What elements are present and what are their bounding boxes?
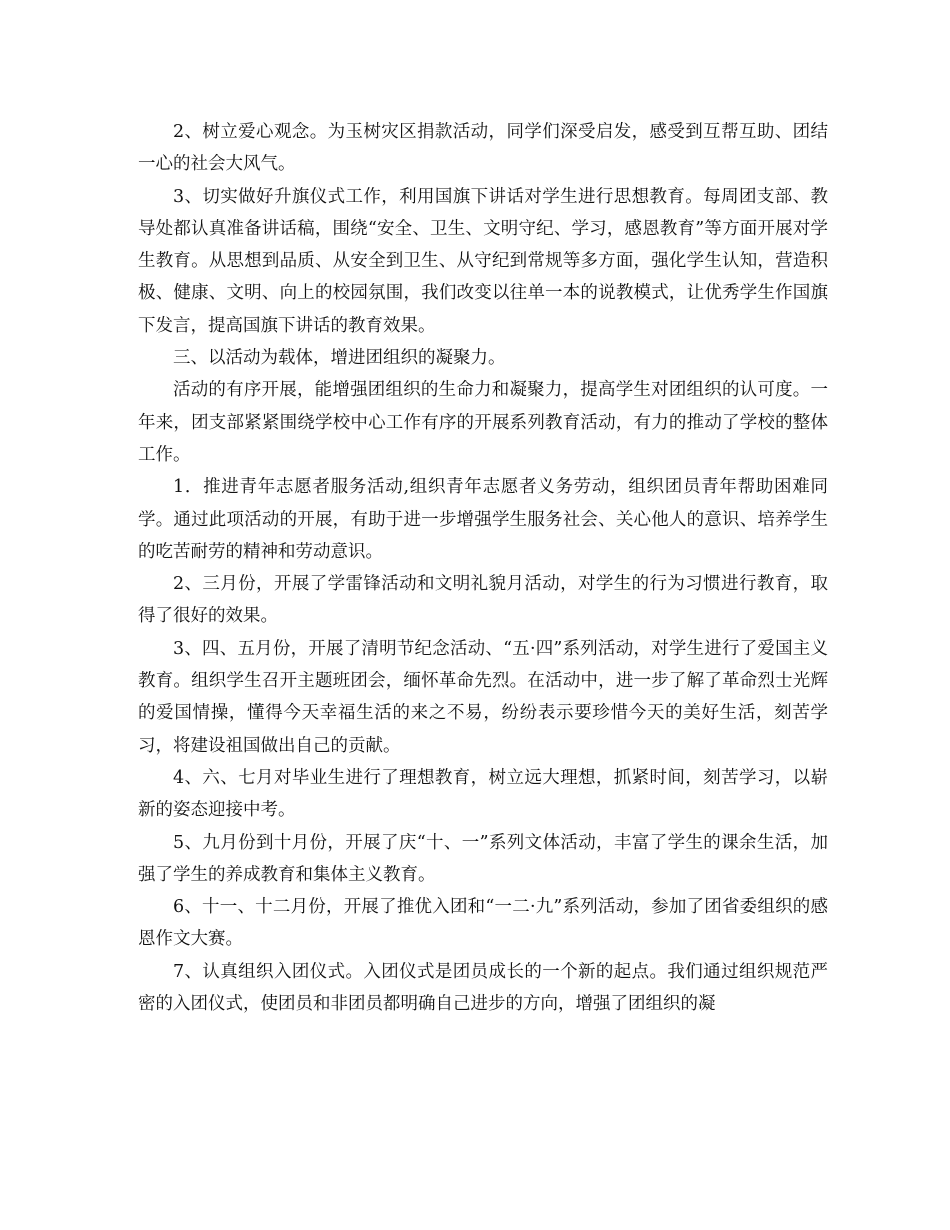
section-heading-3: 三、以活动为载体，增进团组织的凝聚力。 [173,348,506,369]
paragraph-4: 活动的有序开展，能增强团组织的生命力和凝聚力，提高学生对团组织的认可度。一年来，团支部紧紧围绕学校中心工作有序的开展系列教育活动，有力的推动了学校的整体工作。 [138,380,828,465]
paragraph-1: 2、树立爱心观念。为玉树灾区捐款活动，同学们深受启发，感受到互帮互助、团结一心的社会大风气。 [138,122,828,175]
paragraph-6: 2、三月份，开展了学雷锋活动和文明礼貌月活动，对学生的行为习惯进行教育，取得了很好的效果。 [138,574,828,627]
paragraph-5: 1．推进青年志愿者服务活动,组织青年志愿者义务劳动，组织团员青年帮助困难同学。通过此项活动的开展，有助于进一步增强学生服务社会、关心他人的意识、培养学生的吃苦耐劳的精神和劳动意识。 [138,477,828,562]
paragraph-10: 6、十一、十二月份，开展了推优入团和“一二·九”系列活动，参加了团省委组织的感恩作文大赛。 [138,897,828,950]
paragraph-2: 3、切实做好升旗仪式工作，利用国旗下讲话对学生进行思想教育。每周团支部、教导处都认真准备讲话稿，围绕“安全、卫生、文明守纪、学习，感恩教育”等方面开展对学生教育。从思想到品质、从安全到卫生、从守纪到常规等多方面，强化学生认知，营造积极、健康、文明、向上的校园氛围，我们改变以往单一本的说教模式，让优秀学生作国旗下发言，提高国旗下讲话的教育效果。 [138,186,828,336]
paragraph-7: 3、四、五月份，开展了清明节纪念活动、“五·四”系列活动，对学生进行了爱国主义教育。组织学生召开主题班团会，缅怀革命先烈。在活动中，进一步了解了革命烈士光辉的爱国情操，懂得今天幸福生活的来之不易，纷纷表示要珍惜今天的美好生活，刻苦学习，将建设祖国做出自己的贡献。 [138,638,828,756]
paragraph-8: 4、六、七月对毕业生进行了理想教育，树立远大理想，抓紧时间，刻苦学习，以崭新的姿态迎接中考。 [138,767,828,821]
paragraph-11: 7、认真组织入团仪式。入团仪式是团员成长的一个新的起点。我们通过组织规范严密的入团仪式，使团员和非团员都明确自己进步的方向，增强了团组织的凝 [138,961,828,1015]
paragraph-9: 5、九月份到十月份，开展了庆“十、一”系列文体活动，丰富了学生的课余生活，加强了学生的养成教育和集体主义教育。 [138,832,828,885]
